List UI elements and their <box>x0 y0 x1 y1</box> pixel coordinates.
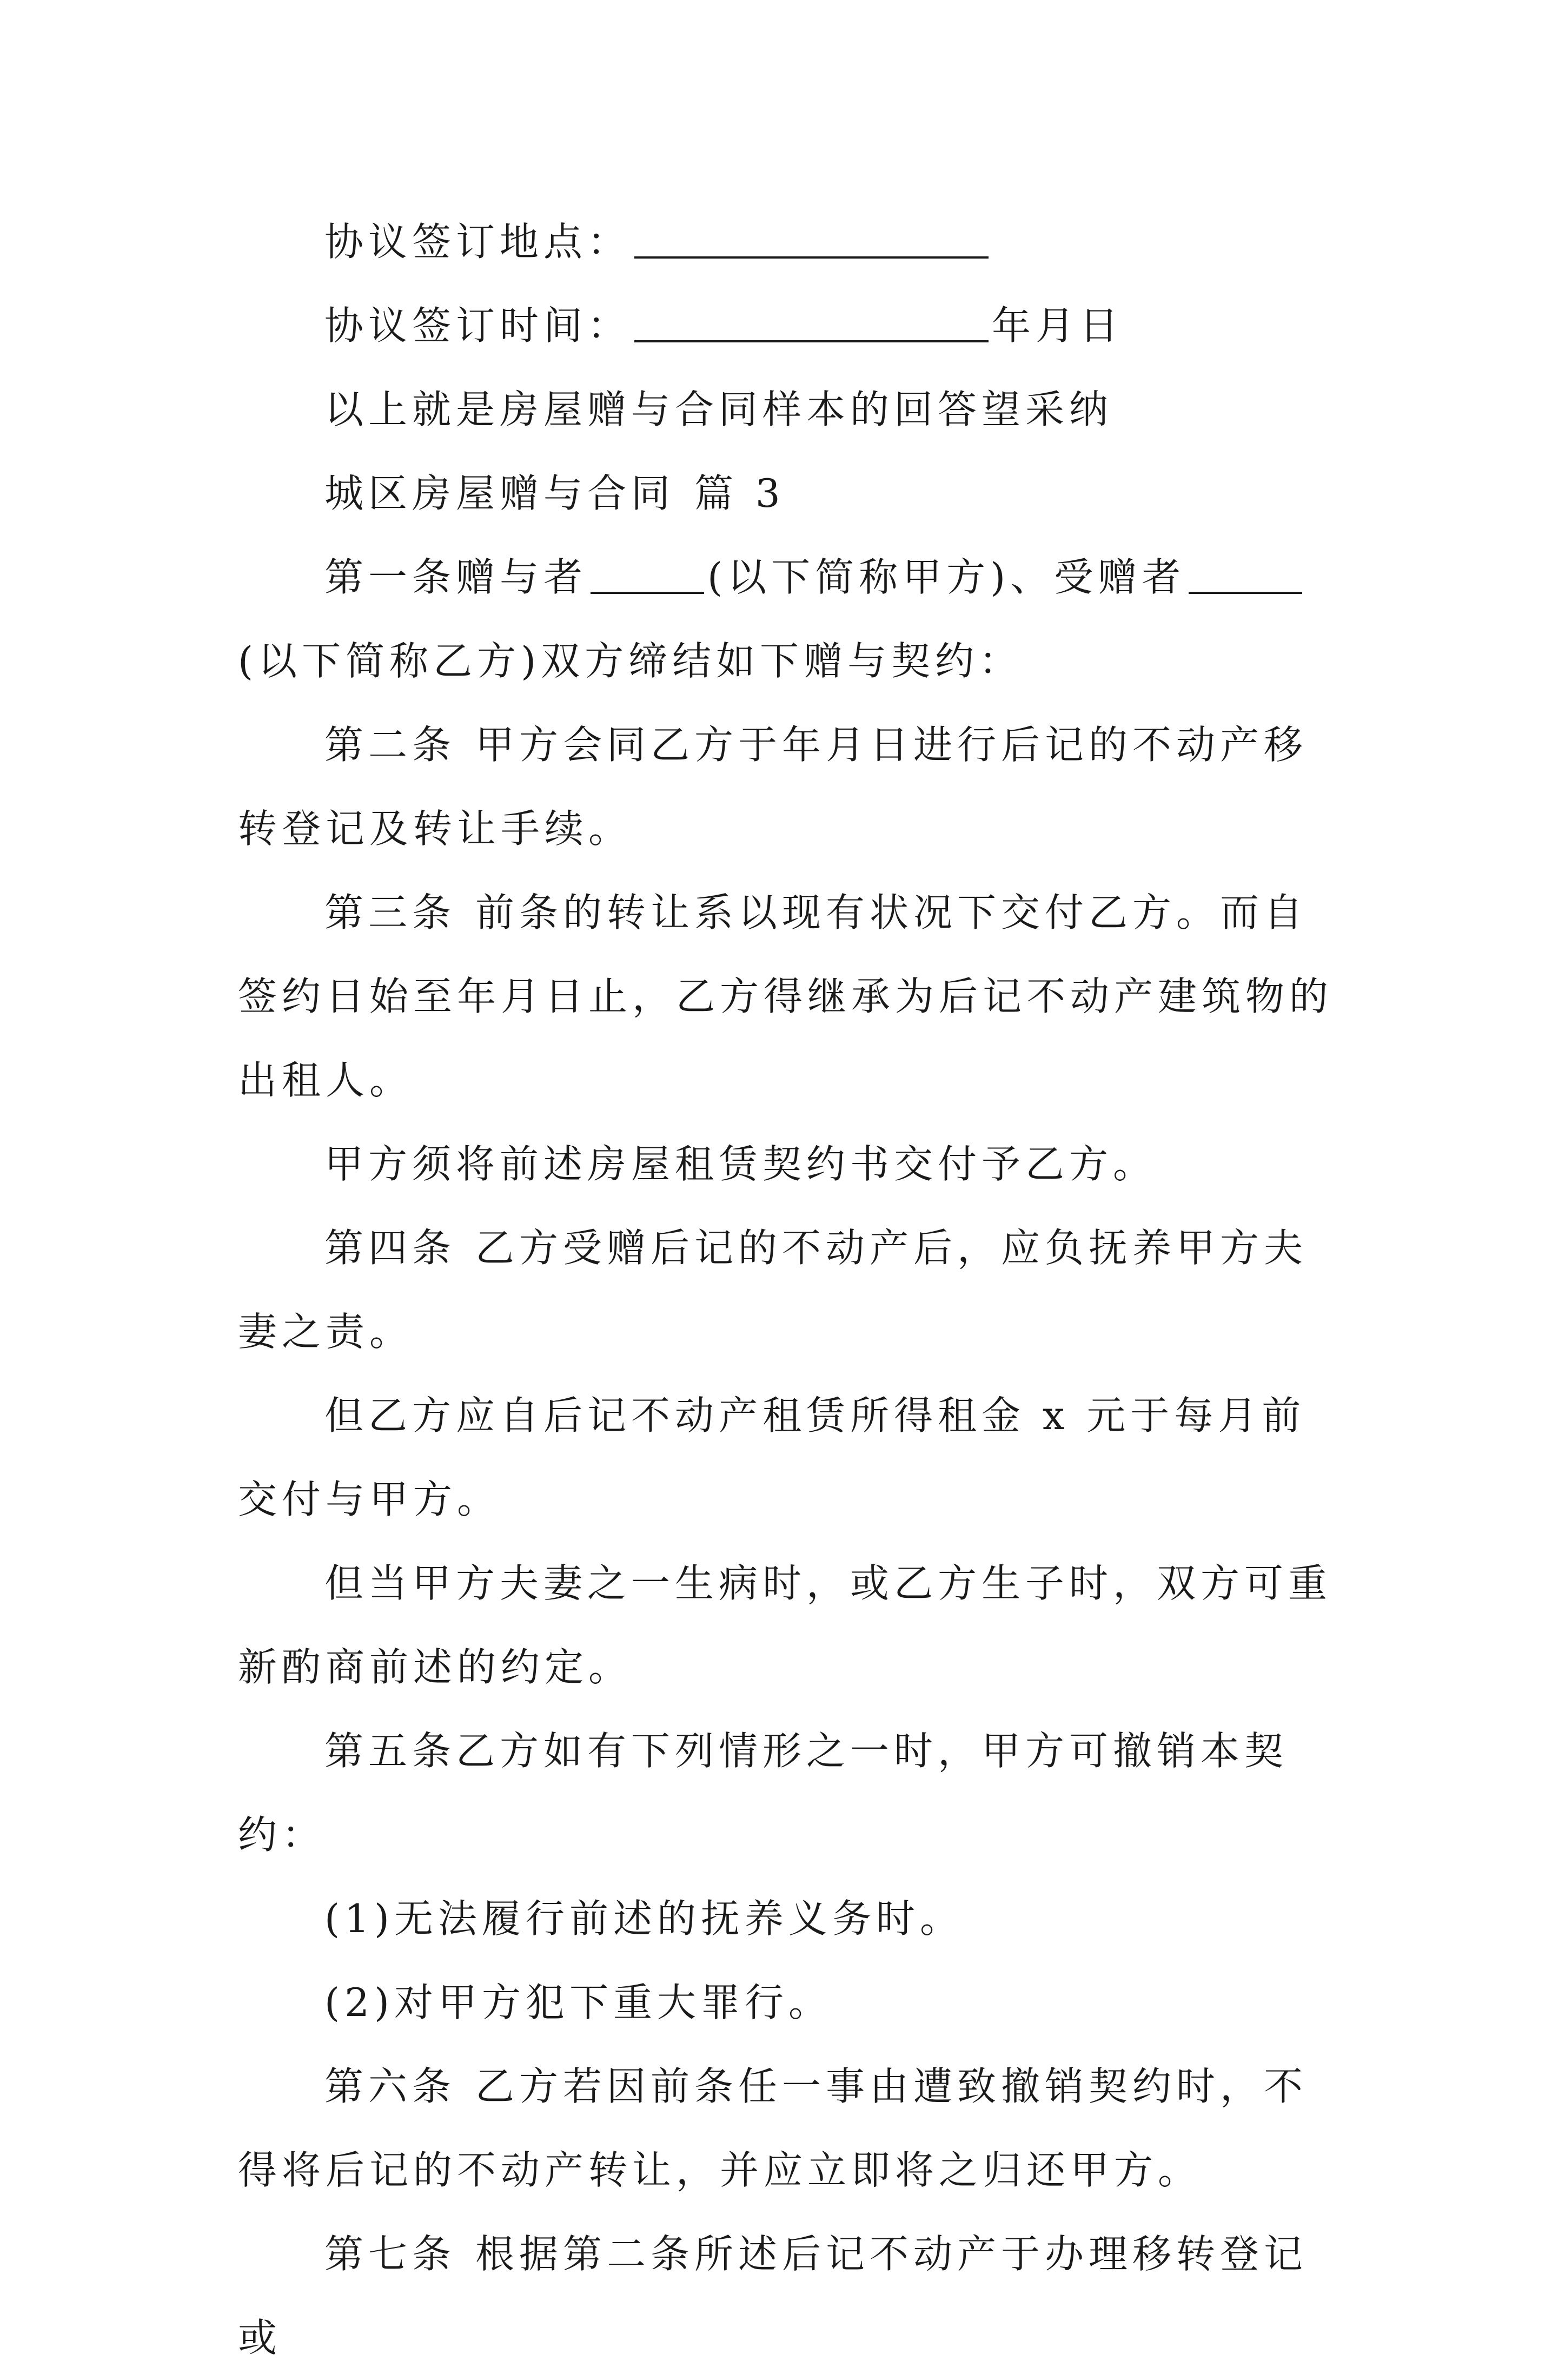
article-3-note: 甲方须将前述房屋租赁契约书交付予乙方。 <box>324 1141 1157 1187</box>
article-5-item-2: (2)对甲方犯下重大罪行。 <box>324 1980 832 2025</box>
article-6 <box>238 2045 1341 2212</box>
sign-time-suffix: 年月日 <box>992 303 1124 348</box>
article-4-head: 第四条 <box>324 1225 456 1271</box>
article-5: 第五条乙方如有下列情形之一时，甲方可撤销本契约： <box>238 1728 1289 1857</box>
article-3 <box>238 871 1341 1122</box>
article-1-part2: (以下简称甲方)、受赠者 <box>707 554 1186 600</box>
article-3-body: 前条的转让系以现有状况下交付乙方。而自签约日始至年月日止，乙方得继承为后记不动产建筑物的出租人。 <box>238 890 1334 1103</box>
section-title <box>238 452 1341 536</box>
article-4-rent: 但乙方应自后记不动产租赁所得租金 x 元于每月前交付与甲方。 <box>238 1393 1306 1522</box>
article-7-body: 根据第二条所述后记不动产于办理移转登记或 <box>238 2231 1308 2361</box>
article-3-head: 第三条 <box>324 890 456 935</box>
section-title-number: 篇 3 <box>694 471 785 516</box>
sign-place-blank <box>634 219 989 259</box>
article-2-body: 甲方会同乙方于年月日进行后记的不动产移转登记及转让手续。 <box>238 722 1308 851</box>
sign-time-line <box>238 284 1341 368</box>
article-1-part3: (以下简称乙方)双方缔结如下赠与契约： <box>238 638 1023 684</box>
article-4 <box>238 1206 1341 1374</box>
sign-time-label: 协议签订时间： <box>324 303 632 348</box>
article-5-item-1: (1)无法履行前述的抚养义务时。 <box>324 1896 964 1941</box>
article-1 <box>238 536 1341 703</box>
article-6-head: 第六条 <box>324 2064 456 2109</box>
article-7 <box>238 2212 1341 2380</box>
article-7-head: 第七条 <box>324 2231 456 2277</box>
article-4-exception: 但当甲方夫妻之一生病时，或乙方生子时，双方可重新酌商前述的约定。 <box>238 1561 1332 1690</box>
article-4-body: 乙方受赠后记的不动产后，应负抚养甲方夫妻之责。 <box>238 1225 1308 1354</box>
section-title-text: 城区房屋赠与合同 <box>324 471 675 516</box>
sign-place-label: 协议签订地点： <box>324 219 632 265</box>
sign-time-blank <box>634 302 989 342</box>
document-body <box>238 200 1341 2380</box>
donee-blank <box>1189 554 1302 594</box>
article-2-head: 第二条 <box>324 722 456 768</box>
sign-place-line <box>238 200 1341 284</box>
closing-note: 以上就是房屋赠与合同样本的回答望采纳 <box>324 387 1113 432</box>
donor-blank <box>591 554 704 594</box>
article-2 <box>238 703 1341 871</box>
article-6-body: 乙方若因前条任一事由遭致撤销契约时，不得将后记的不动产转让，并应立即将之归还甲方。 <box>238 2064 1308 2193</box>
article-1-part1: 第一条赠与者 <box>324 554 588 600</box>
